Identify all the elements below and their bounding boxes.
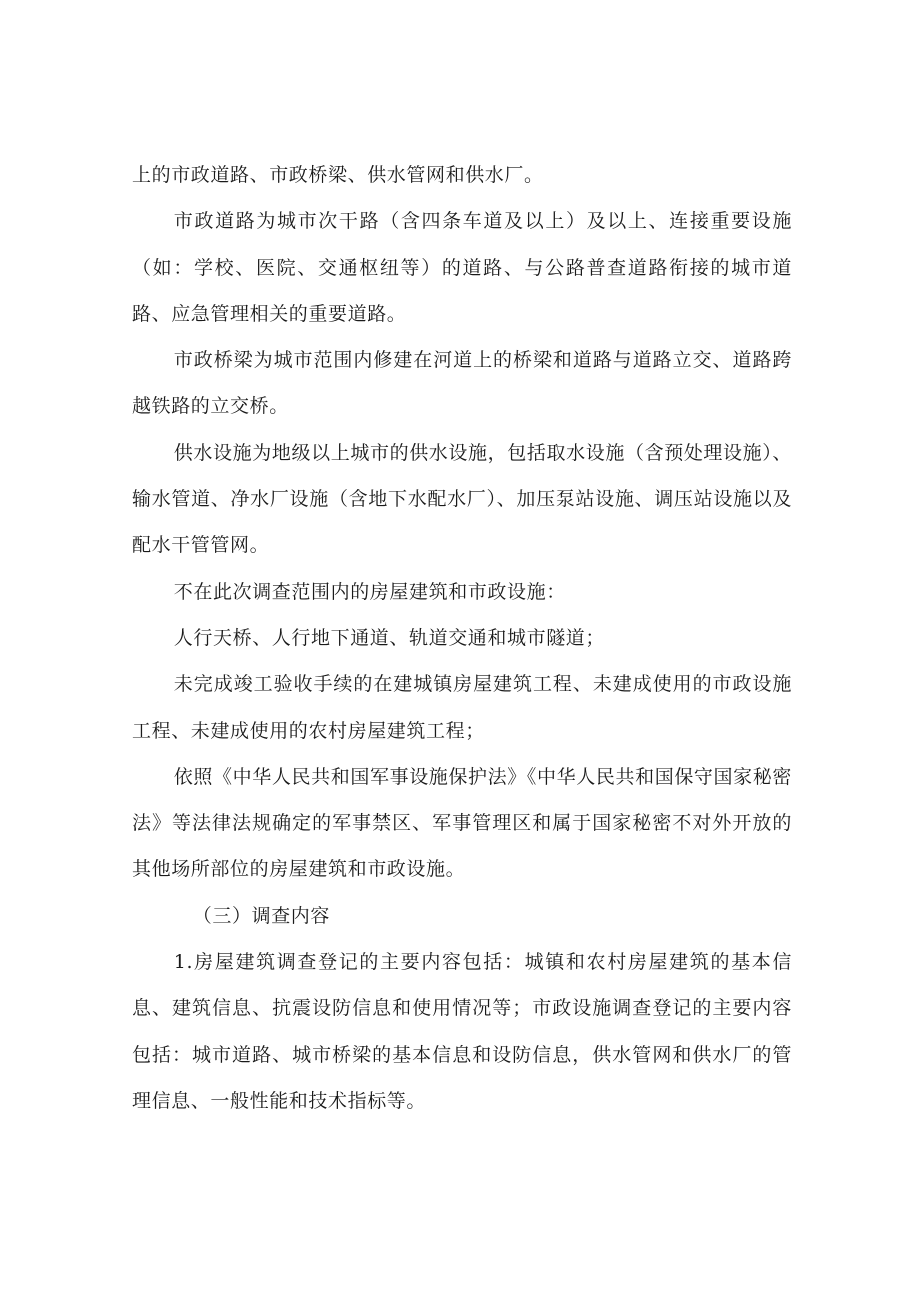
paragraph-municipal-bridges: 市政桥梁为城市范围内修建在河道上的桥梁和道路与道路立交、道路跨越铁路的立交桥。 xyxy=(132,349,792,418)
paragraph-water-supply: 供水设施为地级以上城市的供水设施，包括取水设施（含预处理设施）、输水管道、净水厂设施（含地下水配水厂）、加压泵站设施、调压站设施以及配水干管管网。 xyxy=(132,441,792,557)
document-body xyxy=(132,152,792,1124)
paragraph-survey-content-1: 1.房屋建筑调查登记的主要内容包括：城镇和农村房屋建筑的基本信息、建筑信息、抗震设防信息和使用情况等；市政设施调查登记的主要内容包括：城市道路、城市桥梁的基本信息和设防信息，供水管网和供水厂的管理信息、一般性能和技术指标等。 xyxy=(132,951,792,1112)
paragraph-continuation: 上的市政道路、市政桥梁、供水管网和供水厂。 xyxy=(132,164,544,186)
paragraph-municipal-roads: 市政道路为城市次干路（含四条车道及以上）及以上、连接重要设施（如：学校、医院、交通枢纽等）的道路、与公路普查道路衔接的城市道路、应急管理相关的重要道路。 xyxy=(132,210,792,325)
paragraph-exclusion-military: 依照《中华人民共和国军事设施保护法》《中华人民共和国保守国家秘密法》等法律法规确定的军事禁区、军事管理区和属于国家秘密不对外开放的其他场所部位的房屋建筑和市政设施。 xyxy=(132,765,792,881)
paragraph-exclusions-intro: 不在此次调查范围内的房屋建筑和市政设施： xyxy=(173,580,566,603)
paragraph-exclusion-unfinished: 未完成竣工验收手续的在建城镇房屋建筑工程、未建成使用的市政设施工程、未建成使用的农村房屋建筑工程； xyxy=(132,673,792,742)
paragraph-exclusion-pedestrian: 人行天桥、人行地下通道、轨道交通和城市隧道； xyxy=(173,626,605,649)
section-heading-survey-content: （三）调查内容 xyxy=(192,904,330,927)
